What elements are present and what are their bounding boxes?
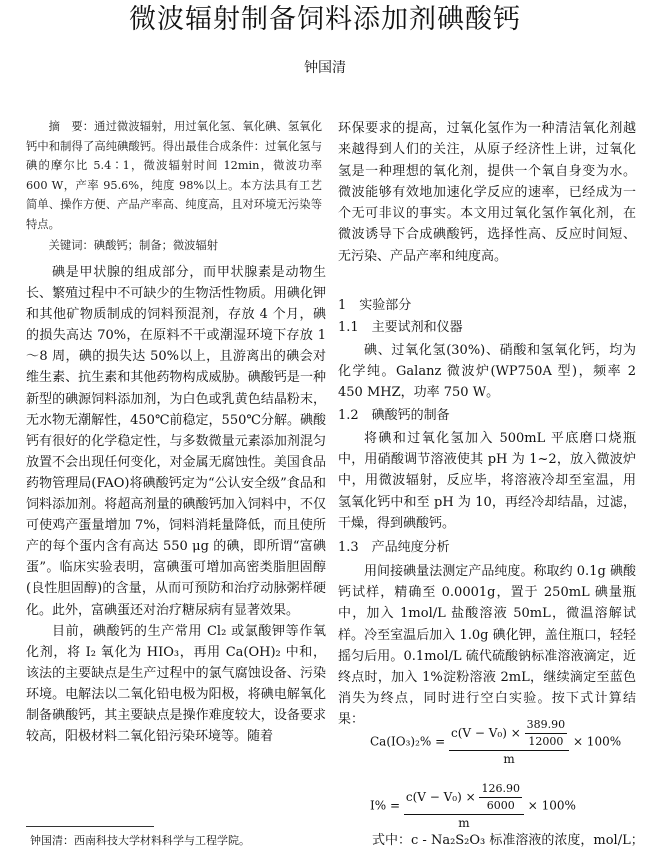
formula-iodine: [370, 782, 576, 830]
intro-paragraph-3: 环保要求的提高，过氧化氢作为一种清洁氧化剂越来越得到人们的关注，从原子经济性上讲，过氧化氢是一种理想的氧化剂，提供一个氧自身变为水。微波能够有效地加速化学反应的速率，已经成为一个无可非议的事实。本文用过氧化氢作氧化剂，在微波诱导下合成碘酸钙，选择性高、反应时间短、无污染、产品产率和纯度高。: [338, 121, 636, 264]
formula-1-inner-numerator: 389.90: [525, 718, 568, 734]
section-1-heading: 1 实验部分: [338, 298, 412, 313]
formula-2-inner-denominator: 6000: [486, 799, 515, 812]
formula-1-denominator: m: [503, 752, 515, 766]
formula-1-numerator: c(V − V₀) ×: [451, 726, 521, 740]
formula-2-numerator: c(V − V₀) ×: [405, 790, 476, 804]
keywords: 关键词：碘酸钙；制备；微波辐射: [48, 239, 219, 252]
formula-1-inner-denominator: 12000: [528, 735, 564, 748]
footnote-divider: [26, 826, 154, 827]
formula-1-tail: × 100%: [572, 734, 622, 749]
formula-2-inner-numerator: 126.90: [479, 782, 522, 798]
formula-legend: 式中：c - Na₂S₂O₃ 标准溶液的浓度，mol/L；: [372, 833, 644, 848]
section-1-3-text: [338, 561, 636, 731]
section-1-1-heading: 1.1 主要试剂和仪器: [338, 320, 463, 335]
formula-2-lhs: I% =: [370, 798, 401, 813]
section-1-1-paragraph: 碘、过氧化氢(30%)、硝酸和氢氧化钙，均为化学纯。Galanz 微波炉(WP750A 型)，频率 2 450 MHZ，功率 750 W。: [338, 343, 636, 401]
section-1-1-text: [338, 340, 636, 404]
formula-2-tail: × 100%: [527, 798, 576, 813]
section-1-2-text: [338, 428, 636, 534]
abstract-text: 摘 要：通过微波辐射，用过氧化氢、氧化碘、氢氧化钙中和制得了高纯碘酸钙。得出最佳合成条件：过氧化氢与碘的摩尔比 5.4∶1，微波辐射时间 12min，微波功率 600 W，产率 95.6%，纯度 98%以上。本方法具有工艺简单、操作方便、产品产率高、纯度高，且对环境无污染等特点。: [26, 120, 322, 231]
intro-paragraph-1: 碘是甲状腺的组成部分，而甲状腺素是动物生长、繁殖过程中不可缺少的生物活性物质。用碘化钾和其他矿物质制成的饲料预混剂，存放 4 个月，碘的损失高达 70%，在原料不干或潮湿环境下存放 1～8 周，碘的损失达 50%以上，且游离出的碘会对维生素、抗生素和其他药物构成威胁。碘酸钙是一种新型的碘源饲料添加剂，为白色或乳黄色结晶粉末，无水物无潮解性，450℃前稳定，550℃分解。碘酸钙有很好的化学稳定性，与多数微量元素添加剂混匀放置不会出现任何变化，对金属无腐蚀性。美国食品药物管理局(FAO)将碘酸钙定为“公认安全级”食品和饲料添加剂。将超高剂量的碘酸钙加入饲料中，不仅可使鸡产蛋量增加 7%，饲料消耗量降低，而且使所产的每个蛋内含有高达 550 μg 的碘，即所谓“富碘蛋”。临床实验表明，富碘蛋可增加高密类脂胆固醇(良性胆固醇)的含量，从而可预防和治疗动脉粥样硬化。此外，富碘蛋还对治疗糖尿病有显著效果。: [26, 265, 326, 618]
section-1-2-heading: 1.2 碘酸钙的制备: [338, 408, 450, 423]
paper-title: 微波辐射制备饲料添加剂碘酸钙: [129, 4, 521, 35]
footnote: 钟国清：西南科技大学材料科学与工程学院。: [30, 834, 250, 847]
section-1-3-paragraph: 用间接碘量法测定产品纯度。称取约 0.1g 碘酸钙试样，精确至 0.0001g，置于 250mL 碘量瓶中，加入 1mol/L 盐酸溶液 50mL，微温溶解试样。冷至室温后加入 1.0g 碘化钾，盖住瓶口，轻轻摇匀后用。0.1mol/L 硫代硫酸钠标准溶液滴定，近终点时，加入 1%淀粉溶液 2mL，继续滴定至蓝色消失为终点，同时进行空白实验。按下式计算结果：: [338, 564, 636, 728]
formula-1-lhs: Ca(IO₃)₂% =: [370, 734, 446, 749]
section-1-3-heading: 1.3 产品纯度分析: [338, 540, 450, 555]
formula-1-fraction: [449, 718, 569, 766]
intro-right-column: [338, 118, 636, 267]
abstract: [26, 117, 322, 256]
intro-left-column: [26, 262, 326, 747]
author-name: 钟国清: [304, 60, 346, 76]
formula-calcium-iodate: [370, 718, 621, 766]
section-1-2-paragraph: 将碘和过氧化氢加入 500mL 平底磨口烧瓶中，用硝酸调节溶液使其 pH 为 1~2，放入微波炉中，用微波辐射，反应毕，将溶液冷却至室温，用氢氧化钙中和至 pH 为 10，再经冷却结晶，过滤，干燥，得到碘酸钙。: [338, 431, 636, 531]
intro-paragraph-2: 目前，碘酸钙的生产常用 Cl₂ 或氯酸钾等作氧化剂，将 I₂ 氧化为 HIO₃，再用 Ca(OH)₂ 中和，该法的主要缺点是生产过程中的氯气腐蚀设备、污染环境。电解法以二氧化铅电极为阳极，将碘电解氧化制备碘酸钙，其主要缺点是操作难度较大，设备要求较高，阳极材料二氧化铅污染环境等。随着: [26, 623, 326, 745]
formula-2-fraction: [404, 782, 524, 830]
formula-2-denominator: m: [458, 816, 470, 830]
